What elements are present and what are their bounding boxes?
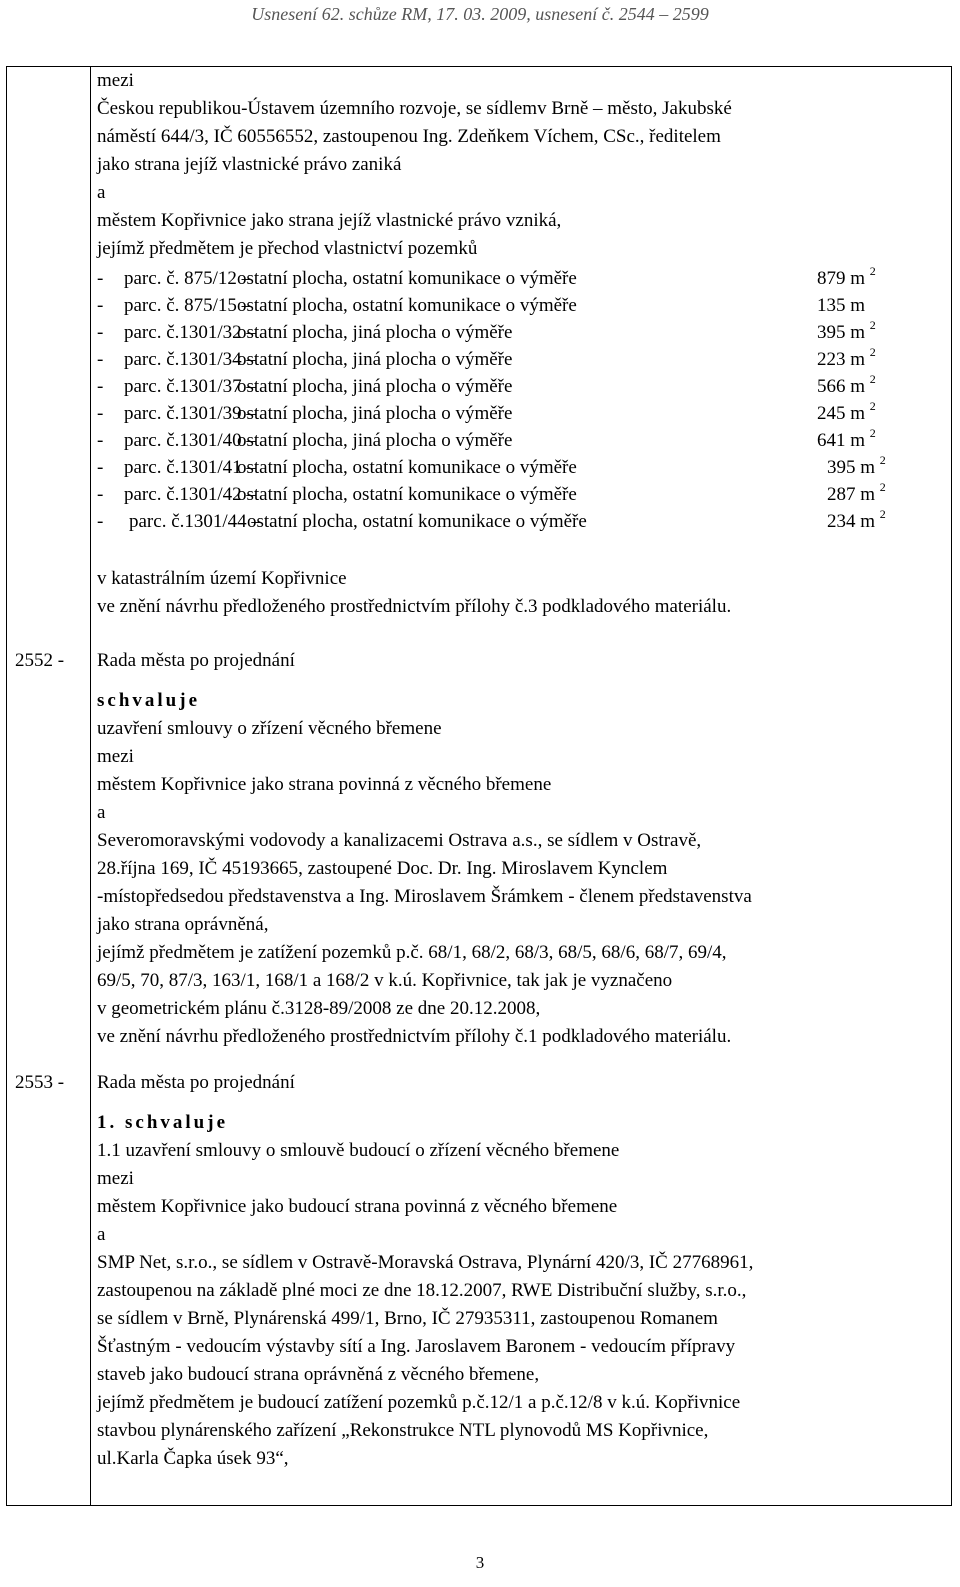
text-line: a (97, 182, 106, 203)
parcel-area: 223 m $^2$ (817, 345, 876, 370)
text-line: 28.října 169, IČ 45193665, zastoupené Doc. Dr. Ing. Miroslavem Kynclem (97, 858, 668, 879)
parcel-number: parc. č.1301/37 – (124, 376, 256, 397)
text-line: jejímž předmětem je přechod vlastnictví pozemků (97, 238, 478, 259)
text-line: městem Kopřivnice jako budoucí strana povinná z věcného břemene (97, 1196, 618, 1217)
text-line: uzavření smlouvy o zřízení věcného břemene (97, 718, 442, 739)
parcel-dash: - (97, 484, 104, 505)
text-line: zastoupenou na základě plné moci ze dne 18.12.2007, RWE Distribuční služby, s.r.o., (97, 1280, 747, 1301)
resolution-table (6, 66, 952, 1506)
resolution-intro: Rada města po projednání (97, 650, 295, 671)
parcel-dash: - (97, 511, 104, 532)
text-line: jako strana jejíž vlastnické právo zaniká (97, 154, 402, 175)
parcel-dash: - (97, 268, 104, 289)
text-line: Českou republikou-Ústavem územního rozvoje, se sídlemv Brně – město, Jakubské (97, 98, 732, 119)
text-line: městem Kopřivnice jako strana povinná z věcného břemene (97, 774, 552, 795)
text-line: mezi (97, 70, 134, 91)
parcel-area: 566 m $^2$ (817, 372, 876, 397)
parcel-area: 135 m (817, 295, 866, 316)
text-line: stavbou plynárenského zařízení „Rekonstrukce NTL plynovodů MS Kopřivnice, (97, 1420, 709, 1441)
text-line: ve znění návrhu předloženého prostřednictvím přílohy č.1 podkladového materiálu. (97, 1026, 732, 1047)
text-line: se sídlem v Brně, Plynárenská 499/1, Brno, IČ 27935311, zastoupenou Romanem (97, 1308, 718, 1329)
parcel-description: ostatní plocha, jiná plocha o výměře (237, 376, 513, 397)
parcel-dash: - (97, 349, 104, 370)
parcel-description: ostatní plocha, jiná plocha o výměře (237, 430, 513, 451)
parcel-area: 879 m $^2$ (817, 264, 876, 289)
parcel-description: ostatní plocha, jiná plocha o výměře (237, 322, 513, 343)
text-line: jako strana oprávněná, (97, 914, 269, 935)
parcel-dash: - (97, 322, 104, 343)
parcel-number: parc. č.1301/44 – (129, 511, 261, 532)
page-header: Usnesení 62. schůze RM, 17. 03. 2009, usnesení č. 2544 – 2599 (251, 4, 709, 24)
text-line: v geometrickém plánu č.3128-89/2008 ze dne 20.12.2008, (97, 998, 541, 1019)
parcel-description: ostatní plocha, ostatní komunikace o výměře (247, 511, 587, 532)
parcel-number: parc. č.1301/39 – (124, 403, 256, 424)
text-line: Šťastným - vedoucím výstavby sítí a Ing. Jaroslavem Baronem - vedoucím přípravy (97, 1336, 736, 1357)
text-line: Severomoravskými vodovody a kanalizacemi Ostrava a.s., se sídlem v Ostravě, (97, 830, 702, 851)
parcel-number: parc. č.1301/32 – (124, 322, 256, 343)
text-line: náměstí 644/3, IČ 60556552, zastoupenou Ing. Zdeňkem Víchem, CSc., ředitelem (97, 126, 721, 147)
resolution-number: 2552 - (15, 650, 65, 671)
text-line: 1.1 uzavření smlouvy o smlouvě budoucí o zřízení věcného břemene (97, 1140, 620, 1161)
parcel-description: ostatní plocha, jiná plocha o výměře (237, 403, 513, 424)
parcel-area: 287 m $^2$ (827, 480, 886, 505)
text-line: mezi (97, 746, 134, 767)
resolution-intro: Rada města po projednání (97, 1072, 295, 1093)
text-line: ve znění návrhu předloženého prostřednictvím přílohy č.3 podkladového materiálu. (97, 596, 732, 617)
text-line: jejímž předmětem je budoucí zatížení pozemků p.č.12/1 a p.č.12/8 v k.ú. Kopřivnice (97, 1392, 741, 1413)
parcel-number: parc. č. 875/15 – (124, 295, 252, 316)
parcel-number: parc. č. 875/12 – (124, 268, 252, 289)
text-line: SMP Net, s.r.o., se sídlem v Ostravě-Moravská Ostrava, Plynární 420/3, IČ 27768961, (97, 1252, 754, 1273)
parcel-dash: - (97, 403, 104, 424)
text-line: a (97, 802, 106, 823)
parcel-area: 234 m $^2$ (827, 507, 886, 532)
parcel-area: 395 m $^2$ (817, 318, 876, 343)
text-line: v katastrálním území Kopřivnice (97, 568, 347, 589)
text-line: městem Kopřivnice jako strana jejíž vlastnické právo vzniká, (97, 210, 562, 231)
parcel-number: parc. č.1301/42 – (124, 484, 256, 505)
text-line: a (97, 1224, 106, 1245)
parcel-description: ostatní plocha, ostatní komunikace o výměře (237, 295, 577, 316)
text-line: 69/5, 70, 87/3, 163/1, 168/1 a 168/2 v k.ú. Kopřivnice, tak jak je vyznačeno (97, 970, 673, 991)
text-line: -místopředsedou představenstva a Ing. Miroslavem Šrámkem - členem představenstva (97, 886, 752, 907)
parcel-dash: - (97, 457, 104, 478)
parcel-number: parc. č.1301/34 – (124, 349, 256, 370)
text-line: ul.Karla Čapka úsek 93“, (97, 1448, 289, 1469)
text-line: staveb jako budoucí strana oprávněná z věcného břemene, (97, 1364, 540, 1385)
parcel-description: ostatní plocha, jiná plocha o výměře (237, 349, 513, 370)
text-line: mezi (97, 1168, 134, 1189)
parcel-number: parc. č.1301/40 – (124, 430, 256, 451)
resolution-verb: 1. schvaluje (97, 1112, 228, 1133)
parcel-description: ostatní plocha, ostatní komunikace o výměře (237, 268, 577, 289)
column-divider (90, 67, 91, 1505)
resolution-verb: schvaluje (97, 690, 200, 711)
parcel-area: 395 m $^2$ (827, 453, 886, 478)
parcel-description: ostatní plocha, ostatní komunikace o výměře (237, 457, 577, 478)
parcel-description: ostatní plocha, ostatní komunikace o výměře (237, 484, 577, 505)
text-line: jejímž předmětem je zatížení pozemků p.č. 68/1, 68/2, 68/3, 68/5, 68/6, 68/7, 69/4, (97, 942, 727, 963)
parcel-dash: - (97, 430, 104, 451)
page-number: 3 (475, 1553, 485, 1572)
resolution-number: 2553 - (15, 1072, 65, 1093)
parcel-area: 245 m $^2$ (817, 399, 876, 424)
parcel-area: 641 m $^2$ (817, 426, 876, 451)
parcel-number: parc. č.1301/41 – (124, 457, 256, 478)
parcel-dash: - (97, 376, 104, 397)
parcel-dash: - (97, 295, 104, 316)
